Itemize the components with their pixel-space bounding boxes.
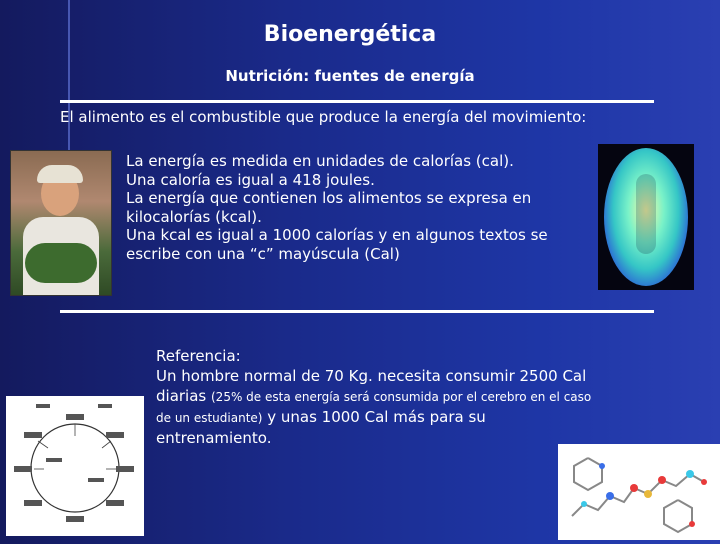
reference-line-1: Un hombre normal de 70 Kg. necesita consumir 2500 Cal diarias: [156, 367, 587, 405]
bullet-item: La energía es medida en unidades de calorías (cal).: [126, 152, 514, 170]
bullet-item: Una caloría es igual a 418 joules.: [126, 170, 375, 189]
molecule-structure-image: [558, 444, 720, 540]
intro-text: El alimento es el combustible que produce la energía del movimiento:: [60, 108, 587, 126]
man-holding-plants-photo: [10, 150, 112, 296]
metabolic-cycle-diagram: [6, 396, 144, 536]
energy-bullets: [126, 152, 576, 263]
divider-top: [60, 100, 654, 103]
divider-bottom: [60, 310, 654, 313]
bullet-item: Una kcal es igual a 1000 calorías y en algunos textos se escribe con una “c” mayúscula (Cal): [126, 226, 548, 263]
reference-line-2: y unas 1000 Cal más para su entrenamiento.: [156, 408, 486, 447]
slide-title: Bioenergética: [263, 22, 437, 47]
slide-subtitle: Nutrición: fuentes de energía: [225, 67, 475, 85]
reference-heading: Referencia:: [156, 347, 241, 365]
reference-block: [156, 346, 596, 448]
reference-note: (25% de esta energía será consumida por el cerebro en el caso de un estudiante): [156, 390, 592, 425]
bullet-item: La energía que contienen los alimentos se expresa en kilocalorías (kcal).: [126, 189, 532, 226]
reference-body: [156, 366, 596, 448]
aura-figure-image: [598, 144, 694, 290]
